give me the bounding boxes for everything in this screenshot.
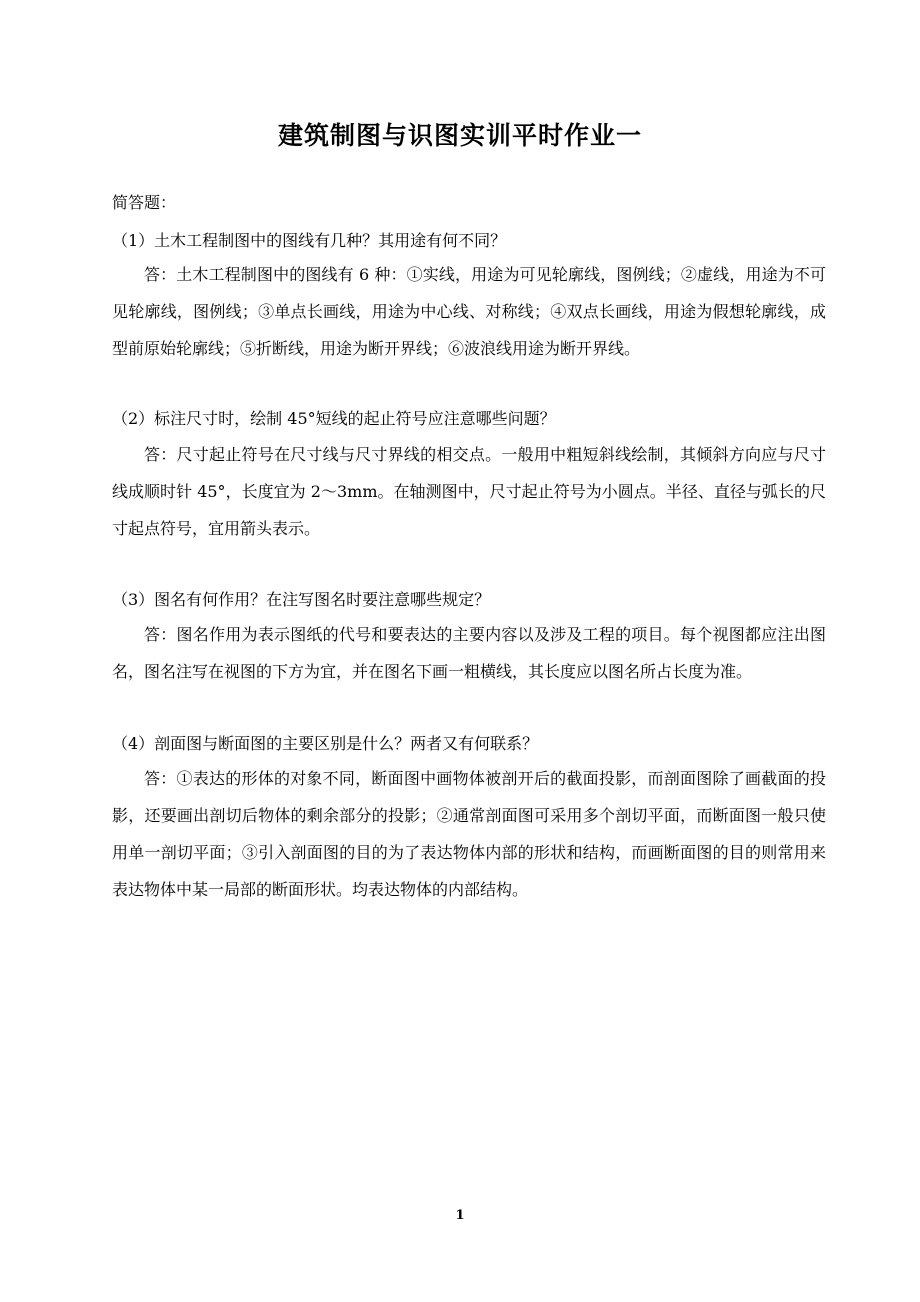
answer-1: 答：土木工程制图中的图线有 6 种：①实线，用途为可见轮廓线，图例线；②虚线，用途为不可见轮廓线，图例线；③单点长画线，用途为中心线、对称线；④双点长画线，用途为假想轮廓线，成型前原始轮廓线；⑤折断线，用途为断开界线；⑥波浪线用途为断开界线。 xyxy=(112,265,826,358)
document-title: 建筑制图与识图实训平时作业一 xyxy=(277,121,642,150)
answer-2: 答：尺寸起止符号在尺寸线与尺寸界线的相交点。一般用中粗短斜线绘制，其倾斜方向应与尺寸线成顺时针 45°，长度宜为 2～3mm。在轴测图中，尺寸起止符号为小圆点。半径、直径与弧长的尺寸起点符号，宜用箭头表示。 xyxy=(112,445,826,538)
question-3: （3）图名有何作用？在注写图名时要注意哪些规定？ xyxy=(112,590,491,609)
answer-3: 答：图名作用为表示图纸的代号和要表达的主要内容以及涉及工程的项目。每个视图都应注出图名，图名注写在视图的下方为宜，并在图名下画一粗横线，其长度应以图名所占长度为准。 xyxy=(112,625,826,681)
section-label: 简答题： xyxy=(112,193,177,212)
question-2: （2）标注尺寸时，绘制 45°短线的起止符号应注意哪些问题？ xyxy=(112,409,556,428)
answer-4: 答：①表达的形体的对象不同，断面图中画物体被剖开后的截面投影，而剖面图除了画截面的投影，还要画出剖切后物体的剩余部分的投影；②通常剖面图可采用多个剖切平面，而断面图一般只使用单一剖切平面；③引入剖面图的目的为了表达物体内部的形状和结构，而画断面图的目的则常用来表达物体中某一局部的断面形状。均表达物体的内部结构。 xyxy=(112,769,826,899)
page-number: 1 xyxy=(455,1208,465,1223)
question-4: （4）剖面图与断面图的主要区别是什么？两者又有何联系？ xyxy=(112,734,539,753)
question-1: （1）土木工程制图中的图线有几种？其用途有何不同？ xyxy=(112,231,507,250)
